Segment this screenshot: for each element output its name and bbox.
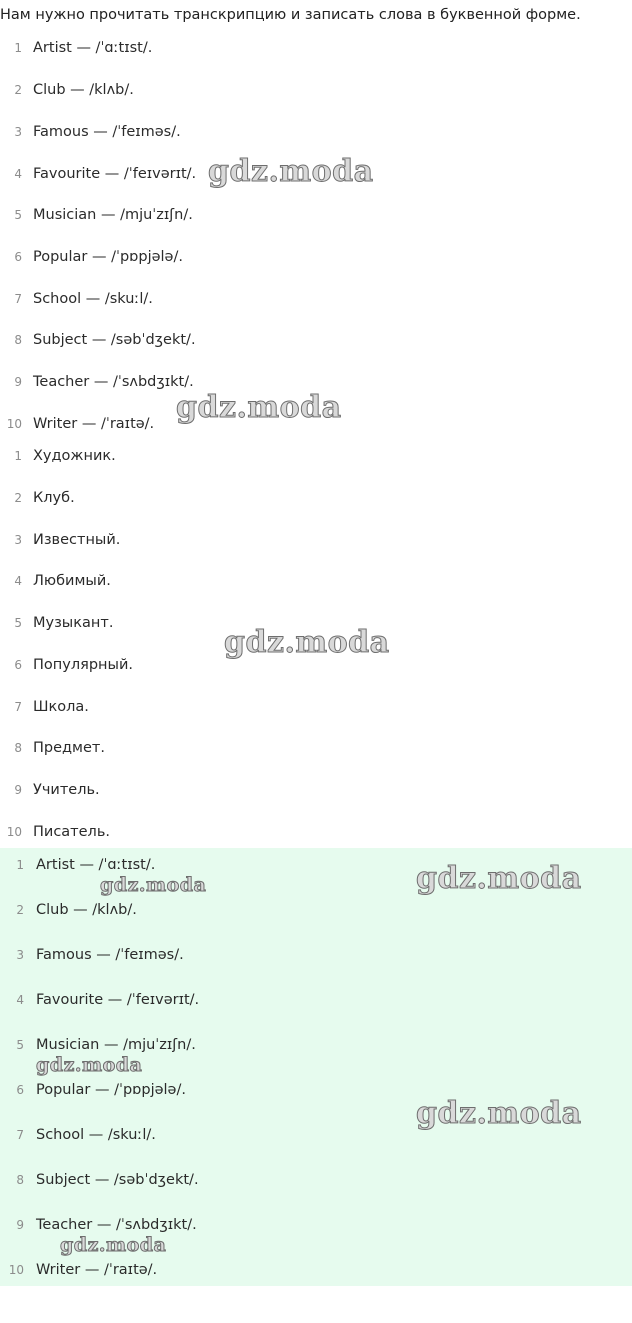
item-number: 5: [14, 208, 22, 222]
item-text: Subject — /səbˈdʒekt/.: [33, 332, 196, 348]
item-number: 10: [6, 417, 22, 431]
item-text: Teacher — /ˈsʌbdʒɪkt/.: [33, 374, 194, 390]
item-number: 4: [16, 993, 24, 1007]
item-text: Famous — /ˈfeɪməs/.: [33, 124, 181, 140]
item-number: 5: [14, 616, 22, 630]
item-text: Писатель.: [33, 824, 110, 840]
item-number: 1: [14, 41, 22, 55]
item-text: School — /skuːl/.: [33, 291, 153, 307]
item-number: 4: [14, 167, 22, 181]
item-number: 1: [16, 858, 24, 872]
item-number: 3: [14, 533, 22, 547]
item-number: 3: [14, 125, 22, 139]
item-number: 2: [14, 83, 22, 97]
watermark: gdz.moda: [176, 390, 342, 425]
item-number: 9: [14, 375, 22, 389]
item-text: Популярный.: [33, 657, 133, 673]
item-number: 6: [14, 658, 22, 672]
watermark: gdz.moda: [100, 874, 207, 896]
item-text: Музыкант.: [33, 615, 114, 631]
item-text: Известный.: [33, 532, 121, 548]
item-number: 2: [16, 903, 24, 917]
item-text: Musician — /mjuˈzɪʃn/.: [33, 207, 193, 223]
item-number: 7: [14, 700, 22, 714]
item-text: Club — /klʌb/.: [33, 82, 134, 98]
item-number: 9: [14, 783, 22, 797]
item-number: 6: [16, 1083, 24, 1097]
item-number: 8: [14, 741, 22, 755]
item-number: 4: [14, 574, 22, 588]
item-text: Teacher — /ˈsʌbdʒɪkt/.: [36, 1217, 197, 1233]
item-text: Artist — /ˈɑːtɪst/.: [33, 40, 153, 56]
intro-text: Нам нужно прочитать транскрипцию и записать слова в буквенной форме.: [0, 7, 581, 23]
item-number: 8: [16, 1173, 24, 1187]
item-text: Musician — /mjuˈzɪʃn/.: [36, 1037, 196, 1053]
item-text: Художник.: [33, 448, 116, 464]
item-text: Учитель.: [33, 782, 100, 798]
item-number: 8: [14, 333, 22, 347]
item-text: Любимый.: [33, 573, 111, 589]
item-text: Popular — /ˈpɒpjələ/.: [33, 249, 183, 265]
item-text: Favourite — /ˈfeɪvərɪt/.: [33, 166, 197, 182]
item-number: 3: [16, 948, 24, 962]
watermark: gdz.moda: [416, 861, 582, 896]
item-text: Writer — /ˈraɪtə/.: [33, 416, 155, 432]
item-text: Subject — /səbˈdʒekt/.: [36, 1172, 199, 1188]
item-number: 9: [16, 1218, 24, 1232]
watermark: gdz.moda: [416, 1096, 582, 1131]
item-text: Школа.: [33, 699, 89, 715]
item-text: Клуб.: [33, 490, 75, 506]
watermark: gdz.moda: [224, 625, 390, 660]
highlighted-answer-box: [0, 848, 632, 1286]
item-number: 7: [16, 1128, 24, 1142]
item-text: Favourite — /ˈfeɪvərɪt/.: [36, 992, 200, 1008]
item-text: Famous — /ˈfeɪməs/.: [36, 947, 184, 963]
item-number: 1: [14, 449, 22, 463]
item-number: 5: [16, 1038, 24, 1052]
watermark: gdz.moda: [208, 154, 374, 189]
item-text: School — /skuːl/.: [36, 1127, 156, 1143]
item-number: 10: [6, 825, 22, 839]
item-number: 7: [14, 292, 22, 306]
item-number: 2: [14, 491, 22, 505]
item-text: Предмет.: [33, 740, 105, 756]
watermark: gdz.moda: [60, 1234, 167, 1256]
item-text: Club — /klʌb/.: [36, 902, 137, 918]
item-text: Writer — /ˈraɪtə/.: [36, 1262, 158, 1278]
item-number: 6: [14, 250, 22, 264]
watermark: gdz.moda: [36, 1054, 143, 1076]
item-text: Artist — /ˈɑːtɪst/.: [36, 857, 156, 873]
item-number: 10: [8, 1263, 24, 1277]
item-text: Popular — /ˈpɒpjələ/.: [36, 1082, 186, 1098]
